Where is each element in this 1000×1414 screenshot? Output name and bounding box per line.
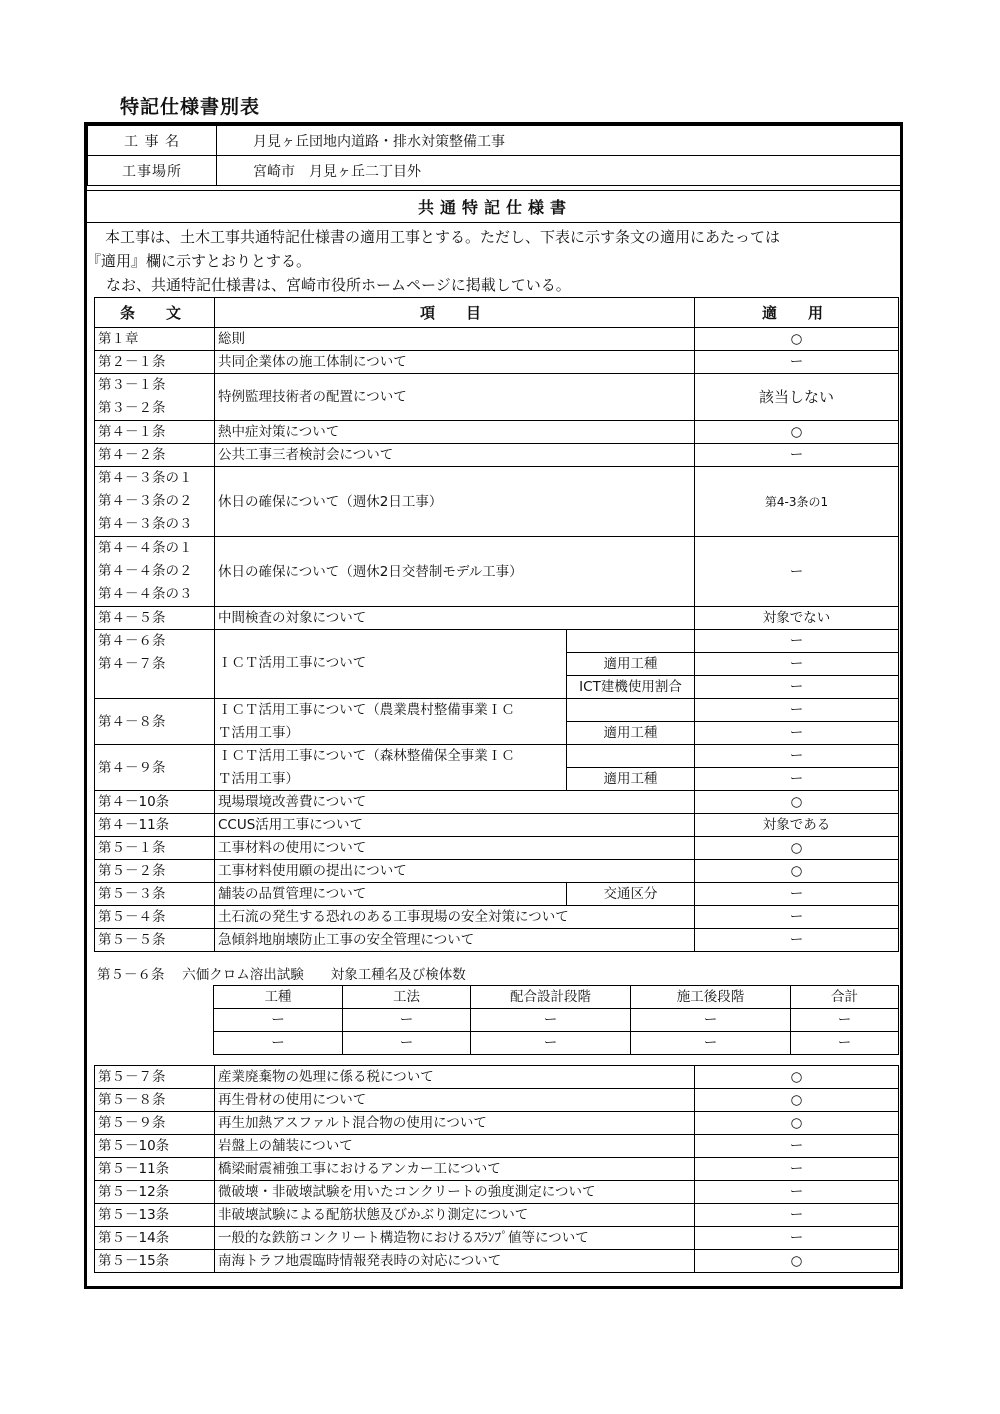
- project-place-label: 工事場所: [88, 156, 217, 186]
- item-cell: 土石流の発生する恐れのある工事現場の安全対策について: [215, 906, 695, 929]
- article-cell: 第４－５条: [95, 607, 215, 630]
- table-row: [95, 929, 899, 952]
- chrome-test-table: [213, 985, 899, 1055]
- chrome-col-header: 工種: [214, 986, 343, 1009]
- apply-cell: ○: [695, 1066, 899, 1089]
- sub-label-cell: 適用工種: [567, 653, 695, 676]
- chrome-cell: ー: [214, 1009, 343, 1032]
- article-line: 第３－２条: [98, 400, 166, 416]
- table-row: [95, 1204, 899, 1227]
- article-header: 条 文: [95, 298, 215, 328]
- chrome-col-header: 工法: [343, 986, 471, 1009]
- project-name-label: 工 事 名: [88, 126, 217, 156]
- item-cell: 産業廃棄物の処理に係る税について: [215, 1066, 695, 1089]
- article-cell: [95, 374, 215, 421]
- chrome-cell: ー: [471, 1032, 631, 1055]
- apply-cell: ○: [695, 1250, 899, 1273]
- article-cell: 第１章: [95, 328, 215, 351]
- table-header-row: [95, 298, 899, 328]
- item-cell: 微破壊・非破壊試験を用いたコンクリートの強度測定について: [215, 1181, 695, 1204]
- table-row: [95, 883, 899, 906]
- article-cell: 第５－７条: [95, 1066, 215, 1089]
- project-name-row: [88, 126, 903, 156]
- intro-line-3: なお、共通特記仕様書は、宮崎市役所ホームページに掲載している。: [106, 276, 571, 294]
- table-row: [95, 421, 899, 444]
- item-cell: Ｔ活用工事）: [215, 768, 567, 791]
- article-line: 第３－１条: [98, 377, 166, 393]
- apply-cell: ー: [695, 768, 899, 791]
- table-row: [95, 722, 899, 745]
- table-row: [95, 814, 899, 837]
- apply-cell: ○: [695, 421, 899, 444]
- table-row: [95, 1158, 899, 1181]
- table-row: [95, 328, 899, 351]
- chrome-col-header: 合計: [791, 986, 899, 1009]
- project-name-value: 月見ヶ丘団地内道路・排水対策整備工事: [217, 126, 903, 156]
- item-cell: 橋梁耐震補強工事におけるアンカー工について: [215, 1158, 695, 1181]
- chrome-test-heading: 第５－６条 六価クロム溶出試験 対象工種名及び検体数: [97, 967, 466, 983]
- table-row: [95, 1227, 899, 1250]
- article-cell: 第５－３条: [95, 883, 215, 906]
- table-row: [95, 906, 899, 929]
- article-cell: 第５－８条: [95, 1089, 215, 1112]
- item-cell: 熱中症対策について: [215, 421, 695, 444]
- apply-cell: ー: [695, 537, 899, 607]
- table-row: [95, 768, 899, 791]
- spec-table: [94, 297, 899, 952]
- project-place-row: [88, 156, 903, 186]
- article-line: 第４－４条の２: [98, 563, 193, 579]
- article-cell: [95, 467, 215, 537]
- article-cell: 第４－８条: [95, 699, 215, 745]
- chrome-cell: ー: [791, 1032, 899, 1055]
- table-row: [95, 1135, 899, 1158]
- spec-table-2: [94, 1065, 899, 1273]
- table-row: [95, 1112, 899, 1135]
- apply-cell: ー: [695, 906, 899, 929]
- table-row: [214, 1032, 899, 1055]
- table-row: [95, 630, 899, 653]
- article-cell: 第５－10条: [95, 1135, 215, 1158]
- apply-cell: 第4-3条の1: [695, 467, 899, 537]
- apply-cell: ー: [695, 351, 899, 374]
- sub-label-cell: 適用工種: [567, 768, 695, 791]
- apply-cell: ○: [695, 791, 899, 814]
- chrome-cell: ー: [791, 1009, 899, 1032]
- chrome-cell: ー: [343, 1009, 471, 1032]
- item-cell: 特例監理技術者の配置について: [215, 374, 695, 421]
- article-line: 第４－３条の１: [98, 470, 193, 486]
- apply-cell: ー: [695, 745, 899, 768]
- apply-cell: 対象でない: [695, 607, 899, 630]
- section-heading: 共通特記仕様書: [87, 194, 903, 223]
- article-line: 第４－６条: [98, 633, 166, 649]
- table-row: [95, 467, 899, 537]
- apply-cell: ー: [695, 1227, 899, 1250]
- apply-cell: ー: [695, 1158, 899, 1181]
- article-cell: 第５－２条: [95, 860, 215, 883]
- table-row: [95, 1181, 899, 1204]
- item-cell: 舗装の品質管理について: [215, 883, 567, 906]
- table-row: [95, 1250, 899, 1273]
- apply-cell: ー: [695, 676, 899, 699]
- chrome-cell: ー: [631, 1032, 791, 1055]
- table-row: [95, 1089, 899, 1112]
- apply-cell: 対象である: [695, 814, 899, 837]
- apply-cell: ○: [695, 328, 899, 351]
- item-cell: 総則: [215, 328, 695, 351]
- apply-cell: 該当しない: [695, 374, 899, 421]
- apply-cell: ○: [695, 837, 899, 860]
- article-cell: 第５－15条: [95, 1250, 215, 1273]
- article-cell: 第４－11条: [95, 814, 215, 837]
- article-line: 第４－３条の２: [98, 493, 193, 509]
- chrome-cell: ー: [343, 1032, 471, 1055]
- article-line: 第４－４条の１: [98, 540, 193, 556]
- apply-cell: ー: [695, 1135, 899, 1158]
- chrome-header-row: [214, 986, 899, 1009]
- item-cell: 南海トラフ地震臨時情報発表時の対応について: [215, 1250, 695, 1273]
- item-cell: Ｔ活用工事）: [215, 722, 567, 745]
- intro-line-2: 『適用』欄に示すとおりとする。: [86, 252, 312, 270]
- article-cell: 第４－１条: [95, 421, 215, 444]
- table-row: [95, 351, 899, 374]
- chrome-col-header: 施工後段階: [631, 986, 791, 1009]
- table-row: [95, 745, 899, 768]
- article-cell: 第４－10条: [95, 791, 215, 814]
- article-cell: 第４－２条: [95, 444, 215, 467]
- table-row: [95, 444, 899, 467]
- article-cell: 第５－13条: [95, 1204, 215, 1227]
- item-cell: 再生加熱アスファルト混合物の使用について: [215, 1112, 695, 1135]
- item-cell: CCUS活用工事について: [215, 814, 695, 837]
- apply-cell: ー: [695, 653, 899, 676]
- table-row: [214, 1009, 899, 1032]
- apply-cell: ○: [695, 1089, 899, 1112]
- article-cell: [95, 630, 215, 699]
- article-cell: 第５－５条: [95, 929, 215, 952]
- item-cell: 急傾斜地崩壊防止工事の安全管理について: [215, 929, 695, 952]
- chrome-cell: ー: [471, 1009, 631, 1032]
- item-cell: ＩＣＴ活用工事について: [215, 630, 567, 699]
- item-cell: 岩盤上の舗装について: [215, 1135, 695, 1158]
- chrome-col-header: 配合設計段階: [471, 986, 631, 1009]
- sub-cell: [567, 630, 695, 653]
- apply-header: 適 用: [695, 298, 899, 328]
- chrome-cell: ー: [631, 1009, 791, 1032]
- apply-cell: ー: [695, 699, 899, 722]
- article-cell: 第４－９条: [95, 745, 215, 791]
- table-row: [95, 607, 899, 630]
- table-row: [95, 1066, 899, 1089]
- article-cell: 第５－４条: [95, 906, 215, 929]
- table-row: [95, 699, 899, 722]
- sub-cell: [567, 745, 695, 768]
- apply-cell: ー: [695, 630, 899, 653]
- article-cell: 第５－11条: [95, 1158, 215, 1181]
- article-cell: [95, 537, 215, 607]
- article-line: 第４－７条: [98, 656, 166, 672]
- item-cell: 非破壊試験による配筋状態及びかぶり測定について: [215, 1204, 695, 1227]
- apply-cell: ー: [695, 1181, 899, 1204]
- article-cell: 第５－14条: [95, 1227, 215, 1250]
- item-cell: 再生骨材の使用について: [215, 1089, 695, 1112]
- item-header: 項 目: [215, 298, 695, 328]
- item-cell: 中間検査の対象について: [215, 607, 695, 630]
- article-line: 第４－４条の３: [98, 586, 193, 602]
- apply-cell: ー: [695, 444, 899, 467]
- table-row: [95, 537, 899, 607]
- article-cell: 第５－１条: [95, 837, 215, 860]
- table-row: [95, 791, 899, 814]
- table-row: [95, 374, 899, 421]
- intro-line-1: 本工事は、土木工事共通特記仕様書の適用工事とする。ただし、下表に示す条文の適用にあたっては: [90, 228, 781, 246]
- sub-label-cell: 適用工種: [567, 722, 695, 745]
- item-cell: 共同企業体の施工体制について: [215, 351, 695, 374]
- article-cell: 第２－１条: [95, 351, 215, 374]
- apply-cell: ー: [695, 722, 899, 745]
- item-cell: ＩＣＴ活用工事について（農業農村整備事業ＩＣ: [215, 699, 567, 722]
- table-row: [95, 860, 899, 883]
- item-cell: 工事材料の使用について: [215, 837, 695, 860]
- item-cell: 工事材料使用願の提出について: [215, 860, 695, 883]
- table-row: [95, 837, 899, 860]
- chrome-cell: ー: [214, 1032, 343, 1055]
- apply-cell: ー: [695, 883, 899, 906]
- item-cell: 公共工事三者検討会について: [215, 444, 695, 467]
- project-place-value: 宮崎市 月見ヶ丘二丁目外: [217, 156, 903, 186]
- sub-label-cell: 交通区分: [567, 883, 695, 906]
- document-title: 特記仕様書別表: [120, 96, 261, 118]
- sub-cell: [567, 699, 695, 722]
- apply-cell: ○: [695, 860, 899, 883]
- item-cell: 一般的な鉄筋コンクリート構造物におけるｽﾗﾝﾌﾟ値等について: [215, 1227, 695, 1250]
- article-cell: 第５－12条: [95, 1181, 215, 1204]
- apply-cell: ○: [695, 1112, 899, 1135]
- divider: [87, 184, 903, 191]
- article-cell: 第５－９条: [95, 1112, 215, 1135]
- sub-label-cell: ICT建機使用割合: [567, 676, 695, 699]
- item-cell: 休日の確保について（週休2日交替制モデル工事）: [215, 537, 695, 607]
- apply-cell: ー: [695, 929, 899, 952]
- article-line: 第４－３条の３: [98, 516, 193, 532]
- apply-cell: ー: [695, 1204, 899, 1227]
- item-cell: ＩＣＴ活用工事について（森林整備保全事業ＩＣ: [215, 745, 567, 768]
- project-info-table: [87, 125, 903, 186]
- item-cell: 休日の確保について（週休2日工事）: [215, 467, 695, 537]
- item-cell: 現場環境改善費について: [215, 791, 695, 814]
